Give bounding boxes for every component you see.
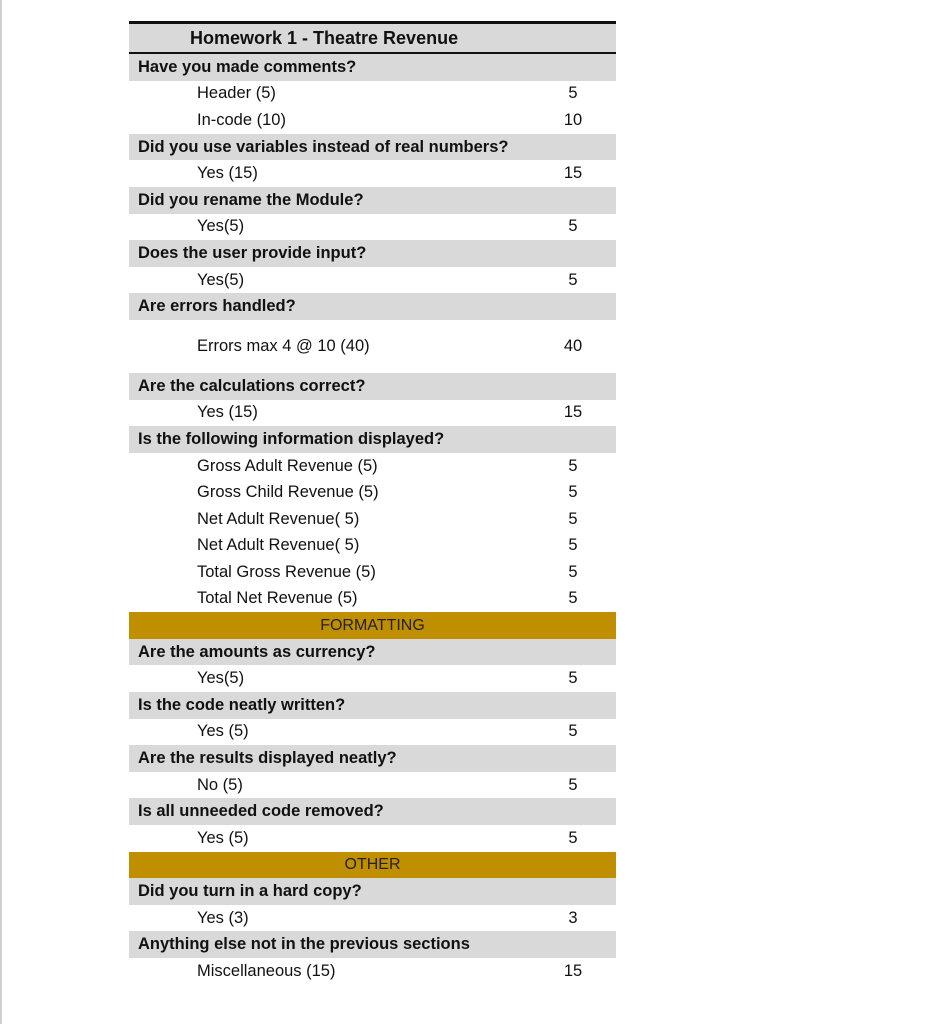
criterion-row bbox=[129, 267, 616, 294]
question-text: Are the results displayed neatly? bbox=[138, 749, 397, 768]
section-header-row bbox=[129, 612, 616, 639]
question-row bbox=[129, 373, 616, 400]
question-text: Have you made comments? bbox=[138, 57, 357, 76]
criterion-score: 10 bbox=[563, 110, 583, 129]
question-text: Are the calculations correct? bbox=[138, 376, 366, 395]
criterion-row bbox=[129, 81, 616, 108]
criterion-row bbox=[129, 160, 616, 187]
criterion-score: 15 bbox=[563, 961, 583, 980]
question-row bbox=[129, 745, 616, 772]
criterion-label: Yes(5) bbox=[197, 270, 245, 289]
question-row bbox=[129, 798, 616, 825]
question-row bbox=[129, 639, 616, 666]
criterion-score: 5 bbox=[568, 589, 578, 608]
question-text: Is the following information displayed? bbox=[138, 429, 445, 448]
criterion-label: Yes (5) bbox=[197, 722, 249, 741]
criterion-score: 5 bbox=[568, 669, 578, 688]
criterion-label: Yes (15) bbox=[197, 164, 258, 183]
section-header-text: FORMATTING bbox=[320, 616, 425, 634]
criterion-row bbox=[129, 320, 616, 373]
section-header-text: OTHER bbox=[344, 855, 401, 873]
criterion-label: Yes(5) bbox=[197, 669, 245, 688]
criterion-label: Errors max 4 @ 10 (40) bbox=[197, 336, 370, 355]
question-row bbox=[129, 134, 616, 161]
section-header-row bbox=[129, 852, 616, 879]
criterion-label: Yes(5) bbox=[197, 217, 245, 236]
question-text: Is the code neatly written? bbox=[138, 695, 346, 714]
question-row bbox=[129, 293, 616, 320]
criterion-label: Yes (3) bbox=[197, 908, 249, 927]
criterion-label: Net Adult Revenue( 5) bbox=[197, 509, 360, 528]
rubric-title: Homework 1 - Theatre Revenue bbox=[190, 27, 459, 48]
criterion-label: Net Adult Revenue( 5) bbox=[197, 536, 360, 555]
criterion-row bbox=[129, 214, 616, 241]
question-text: Are the amounts as currency? bbox=[138, 642, 376, 661]
question-row bbox=[129, 931, 616, 958]
criterion-score: 5 bbox=[568, 536, 578, 555]
criterion-label: Yes (5) bbox=[197, 828, 249, 847]
question-text: Did you turn in a hard copy? bbox=[138, 882, 362, 901]
criterion-row bbox=[129, 506, 616, 533]
criterion-label: Total Gross Revenue (5) bbox=[197, 562, 376, 581]
criterion-score: 5 bbox=[568, 84, 578, 103]
rubric-title-row bbox=[129, 21, 616, 54]
criterion-row bbox=[129, 107, 616, 134]
question-row bbox=[129, 187, 616, 214]
question-text: Did you use variables instead of real numbers? bbox=[138, 137, 509, 156]
criterion-score: 5 bbox=[568, 828, 578, 847]
criterion-score: 3 bbox=[568, 908, 578, 927]
page-edge bbox=[0, 0, 2, 1024]
criterion-score: 5 bbox=[568, 775, 578, 794]
criterion-row bbox=[129, 559, 616, 586]
criterion-score: 5 bbox=[568, 483, 578, 502]
criterion-label: Total Net Revenue (5) bbox=[197, 589, 358, 608]
question-row bbox=[129, 240, 616, 267]
criterion-row bbox=[129, 665, 616, 692]
criterion-label: Header (5) bbox=[197, 84, 276, 103]
criterion-score: 15 bbox=[563, 164, 583, 183]
criterion-row bbox=[129, 453, 616, 480]
criterion-label: Gross Adult Revenue (5) bbox=[197, 456, 378, 475]
question-row bbox=[129, 878, 616, 905]
criterion-label: Miscellaneous (15) bbox=[197, 961, 336, 980]
question-text: Are errors handled? bbox=[138, 297, 296, 316]
criterion-row bbox=[129, 533, 616, 560]
criterion-row bbox=[129, 479, 616, 506]
criterion-score: 5 bbox=[568, 562, 578, 581]
rubric-sheet bbox=[129, 21, 616, 985]
criterion-row bbox=[129, 825, 616, 852]
criterion-row bbox=[129, 772, 616, 799]
criterion-score: 5 bbox=[568, 509, 578, 528]
criterion-row bbox=[129, 400, 616, 427]
question-text: Does the user provide input? bbox=[138, 243, 367, 262]
criterion-row bbox=[129, 586, 616, 613]
criterion-row bbox=[129, 958, 616, 985]
criterion-label: In-code (10) bbox=[197, 110, 286, 129]
question-text: Did you rename the Module? bbox=[138, 190, 364, 209]
criterion-row bbox=[129, 905, 616, 932]
question-row bbox=[129, 692, 616, 719]
criterion-score: 5 bbox=[568, 456, 578, 475]
question-row bbox=[129, 426, 616, 453]
question-row bbox=[129, 54, 616, 81]
criterion-label: Yes (15) bbox=[197, 403, 258, 422]
criterion-score: 5 bbox=[568, 722, 578, 741]
criterion-row bbox=[129, 719, 616, 746]
rubric-rows bbox=[129, 54, 616, 985]
criterion-score: 5 bbox=[568, 270, 578, 289]
question-text: Anything else not in the previous sections bbox=[138, 935, 470, 954]
criterion-label: Gross Child Revenue (5) bbox=[197, 483, 379, 502]
criterion-score: 15 bbox=[563, 403, 583, 422]
criterion-score: 5 bbox=[568, 217, 578, 236]
criterion-score: 40 bbox=[563, 336, 583, 355]
criterion-label: No (5) bbox=[197, 775, 243, 794]
question-text: Is all unneeded code removed? bbox=[138, 802, 384, 821]
